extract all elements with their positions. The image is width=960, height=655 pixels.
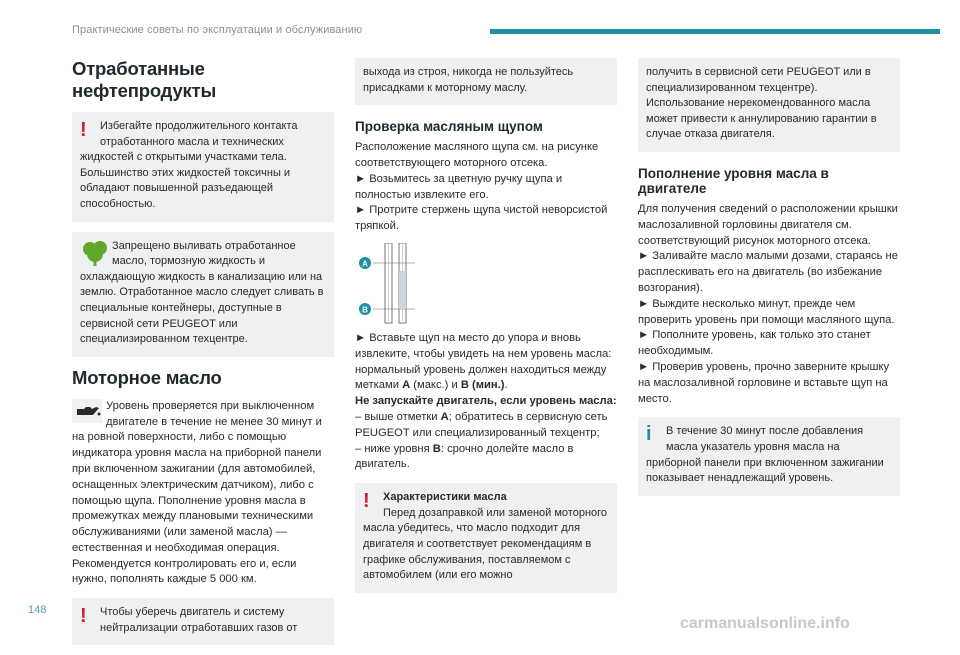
dipstick-intro: Расположение масляного щупа см. на рисунке соответствующего моторного отсека. (355, 141, 599, 169)
condition-above-a: – выше отметки A; обратитесь в сервисную сеть PEUGEOT или специализированный техцентр; (355, 410, 608, 439)
eco-text: Запрещено выливать отработанное масло, тормозную жидкость и охлаждающую жидкость в канализацию или на землю. Отработанное масло следует сливать в специальные контейнеры, доступные в сервисной сети PEUGEOT или специализированном техцентре. (80, 239, 324, 346)
bullet-icon: ► (638, 297, 650, 310)
column-2 (355, 48, 617, 603)
topup-step-1: ► Заливайте масло малыми дозами, стараясь не расплескивать его на двигатель (во избежание возгорания). (638, 250, 898, 294)
column-1 (72, 48, 334, 655)
warning-text-contact: Избегайте продолжительного контакта отработанного масла и технических жидкостей с открытыми участками тела. Большинство этих жидкостей токсичны и обладают повышенной разъедающей способностью. (80, 120, 298, 210)
watermark: carmanualsonline.info (680, 615, 850, 632)
condition-below-b: – ниже уровня B: срочно долейте масло в двигатель. (355, 442, 574, 471)
warning-box-contact (72, 112, 334, 222)
dipstick-step-2: ► Протрите стержень щупа чистой неворсистой тряпкой. (355, 204, 608, 233)
header-accent-bar (490, 29, 940, 34)
heading-dipstick-check: Проверка масляным щупом (355, 119, 543, 135)
label-b: B (362, 305, 368, 315)
page-number: 148 (28, 604, 47, 616)
topup-intro: Для получения сведений о расположении крышки маслозаливной горловины двигателя см. соответствующий рисунок моторного отсека. (638, 202, 898, 247)
eco-tree-icon (80, 239, 110, 267)
bullet-icon: ► (638, 250, 650, 263)
dipstick-illustration (355, 243, 435, 325)
bullet-icon: ► (355, 331, 367, 344)
warning-icon: ! (363, 490, 370, 513)
running-header: Практические советы по эксплуатации и обслуживанию (72, 24, 363, 36)
oil-can-icon (72, 399, 102, 423)
oil-spec-text-cont: получить в сервисной сети PEUGEOT или в специализированном техцентре). Использование нерекомендованного масла может привести к аннулированию гарантии в случае отказа двигателя. (646, 66, 877, 141)
bullet-icon: ► (355, 172, 367, 185)
column-3 (638, 48, 900, 506)
oil-spec-title: Характеристики масла (383, 491, 507, 504)
bullet-icon: ► (638, 329, 650, 342)
dipstick-step-1: ► Возьмитесь за цветную ручку щупа и полностью извлеките его. (355, 172, 563, 201)
bullet-icon: ► (638, 360, 650, 373)
warning-box-additives (72, 598, 334, 645)
warning-box-oil-spec (355, 483, 617, 593)
heading-waste-oil: Отработанные нефтепродукты (72, 58, 217, 101)
warning-icon: ! (80, 605, 87, 628)
dipstick-step-3: ► Вставьте щуп на место до упора и вновь извлеките, чтобы увидеть на нем уровень масла: нормальный уровень должен находиться между метками A (макс.) и B (мин.). (355, 331, 612, 392)
oil-spec-text: Перед дозаправкой или заменой моторного масла убедитесь, что масло подходит для двигателя и соответствует рекомендациям в графике обслуживания, поставляемом с автомобилем (или его можно (363, 506, 608, 582)
do-not-start-line: Не запускайте двигатель, если уровень масла: (355, 395, 617, 408)
heading-engine-oil: Моторное масло (72, 366, 222, 388)
warning-icon: ! (80, 119, 87, 141)
warning-box-oil-spec-cont (638, 58, 900, 152)
info-icon: i (646, 423, 652, 446)
heading-oil-topup: Пополнение уровня масла в двигателе (638, 165, 829, 196)
topup-step-3: ► Пополните уровень, как только это станет необходимым. (638, 329, 871, 358)
info-text-indicator: В течение 30 минут после добавления масла указатель уровня масла на приборной панели при включенном зажигании показывает ненадлежащий уровень. (646, 425, 884, 485)
topup-step-2: ► Выждите несколько минут, прежде чем проверить уровень при помощи масляного щупа. (638, 297, 895, 326)
eco-box (72, 232, 334, 357)
warning-box-additives-cont (355, 58, 617, 105)
engine-oil-section (72, 399, 334, 589)
engine-oil-paragraph: Уровень проверяется при выключенном двигателе в течение не менее 30 минут и на ровной поверхности, либо с помощью индикатора уровня масла на приборной панели при включенном зажигании (для автомобилей, оснащенных электрическим датчиком), либо с помощью щупа. Пополнение уровня масла в промежутках между плановыми техническими обслуживаниями (или заменой масла) — естественная и необходимая операция. Рекомендуется контролировать его и, если нужно, пополнять каждые 5 000 км. (72, 399, 322, 586)
warning-text-additives: Чтобы уберечь двигатель и систему нейтрализации отработавших газов от (100, 606, 298, 634)
topup-step-4: ► Проверив уровень, прочно заверните крышку на маслозаливной горловине и вставьте щуп на место. (638, 360, 890, 405)
label-a: A (362, 259, 368, 269)
warning-text-additives-cont: выхода из строя, никогда не пользуйтесь присадками к моторному маслу. (363, 66, 574, 94)
info-box-indicator (638, 417, 900, 495)
bullet-icon: ► (355, 204, 367, 217)
